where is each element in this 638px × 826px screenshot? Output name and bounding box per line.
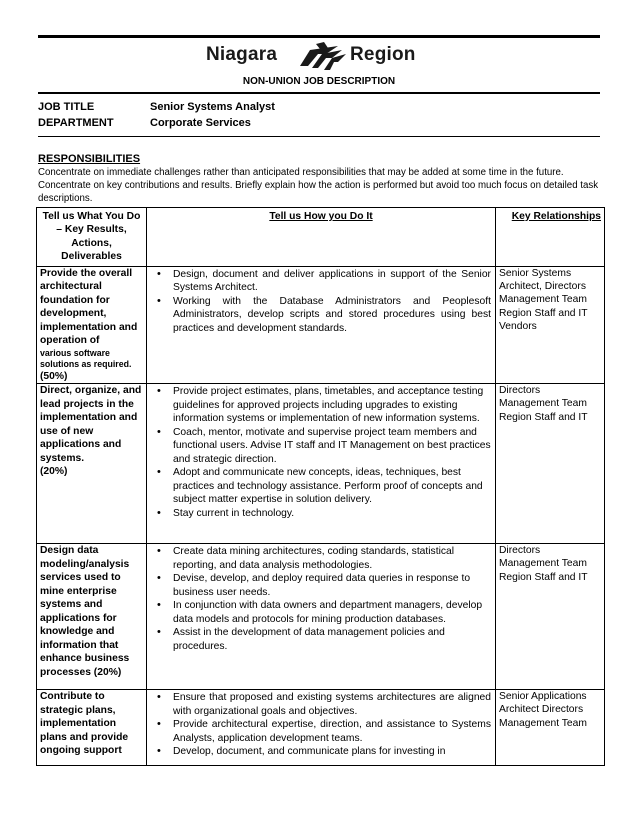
job-title-value: Senior Systems Analyst — [150, 101, 275, 113]
relationships-cell: Senior Systems Architect, Directors Management Team Region Staff and IT Vendors — [496, 266, 605, 384]
what-text: Direct, organize, and lead projects in the implementation and use of new applications and systems. — [40, 385, 142, 464]
what-text-small: various software solutions as required. — [40, 347, 132, 369]
how-item: • Ensure that proposed and existing systems architectures are aligned with organizational goals and objectives. — [155, 691, 491, 718]
relationships-cell: Directors Management Team Region Staff and IT — [496, 384, 605, 544]
niagara-region-logo — [206, 40, 432, 76]
document-title: NON-UNION JOB DESCRIPTION — [242, 76, 396, 87]
how-item: • Devise, develop, and deploy required data queries in response to business user needs. — [155, 572, 491, 599]
how-item: • Provide architectural expertise, direction, and assistance to Systems Analysts, application development teams. — [155, 718, 491, 745]
job-title-label: JOB TITLE — [38, 101, 95, 113]
header-what: Tell us What You Do – Key Results, Actions, Deliverables — [37, 208, 147, 267]
table-row — [37, 384, 605, 544]
what-text: Provide the overall architectural foundation for development, implementation and operation of — [40, 267, 138, 347]
meta-rule — [38, 136, 600, 137]
how-item: • Working with the Database Administrators and Peoplesoft Administrators, develop scripts and stored procedures using best practices and development standards. — [155, 295, 491, 336]
table-header-row — [37, 208, 605, 267]
table-row — [37, 690, 605, 766]
header-key-relationships: Key Relationships — [496, 208, 605, 267]
how-item: • Coach, mentor, motivate and supervise project team members and functional users. Advise IT staff and IT Management on best practices and strategic direction. — [155, 426, 491, 467]
how-item: • Develop, document, and communicate plans for investing in — [155, 745, 491, 759]
how-item: • Design, document and deliver applications in support of the Senior Systems Architect. — [155, 268, 491, 295]
what-text: Contribute to strategic plans, implementation plans and provide ongoing support — [40, 691, 129, 757]
what-text: Design data modeling/analysis services used to mine enterprise systems and applications for knowledge and information that enhance business processes (20%) — [40, 545, 130, 678]
responsibilities-table — [36, 207, 605, 766]
what-cell — [37, 266, 147, 384]
what-cell — [37, 544, 147, 690]
how-item: • In conjunction with data owners and department managers, develop data models and protocols for mining production databases. — [155, 599, 491, 626]
how-cell — [147, 384, 496, 544]
what-weight: (50%) — [40, 370, 68, 382]
how-item: • Adopt and communicate new concepts, ideas, techniques, best practices and technology assistance. Perform proof of concepts and subject matter expertise in solution delivery. — [155, 466, 491, 507]
header-how: Tell us How you Do It — [147, 208, 496, 267]
how-item: • Create data mining architectures, coding standards, statistical reporting, and data analysis methodologies. — [155, 545, 491, 572]
relationships-cell: Senior Applications Architect Directors Management Team — [496, 690, 605, 766]
logo-word-left: Niagara — [206, 44, 278, 65]
how-cell — [147, 690, 496, 766]
what-cell — [37, 384, 147, 544]
top-rule — [38, 35, 600, 38]
table-row — [37, 266, 605, 384]
how-cell — [147, 544, 496, 690]
department-label: DEPARTMENT — [38, 117, 114, 129]
relationships-cell: Directors Management Team Region Staff and IT — [496, 544, 605, 690]
responsibilities-heading: RESPONSIBILITIES — [38, 153, 141, 165]
logo-word-right: Region — [350, 44, 416, 65]
department-value: Corporate Services — [150, 117, 251, 129]
how-item: • Stay current in technology. — [155, 507, 491, 521]
title-rule — [38, 92, 600, 94]
how-cell — [147, 266, 496, 384]
table-row — [37, 544, 605, 690]
responsibilities-intro: Concentrate on immediate challenges rather than anticipated responsibilities that may be added at some time in the future. Concentrate on key contributions and results. Briefly explain how the action is performed but avoid too much focus on detailed task descriptions. — [38, 167, 599, 204]
what-weight: (20%) — [40, 466, 68, 478]
what-cell — [37, 690, 147, 766]
how-item: • Provide project estimates, plans, timetables, and acceptance testing guidelines for approved projects including upgrades to existing information systems or implementation of new information systems. — [155, 385, 491, 426]
how-item: • Assist in the development of data management policies and procedures. — [155, 626, 491, 653]
logo-mark-icon — [298, 40, 348, 72]
